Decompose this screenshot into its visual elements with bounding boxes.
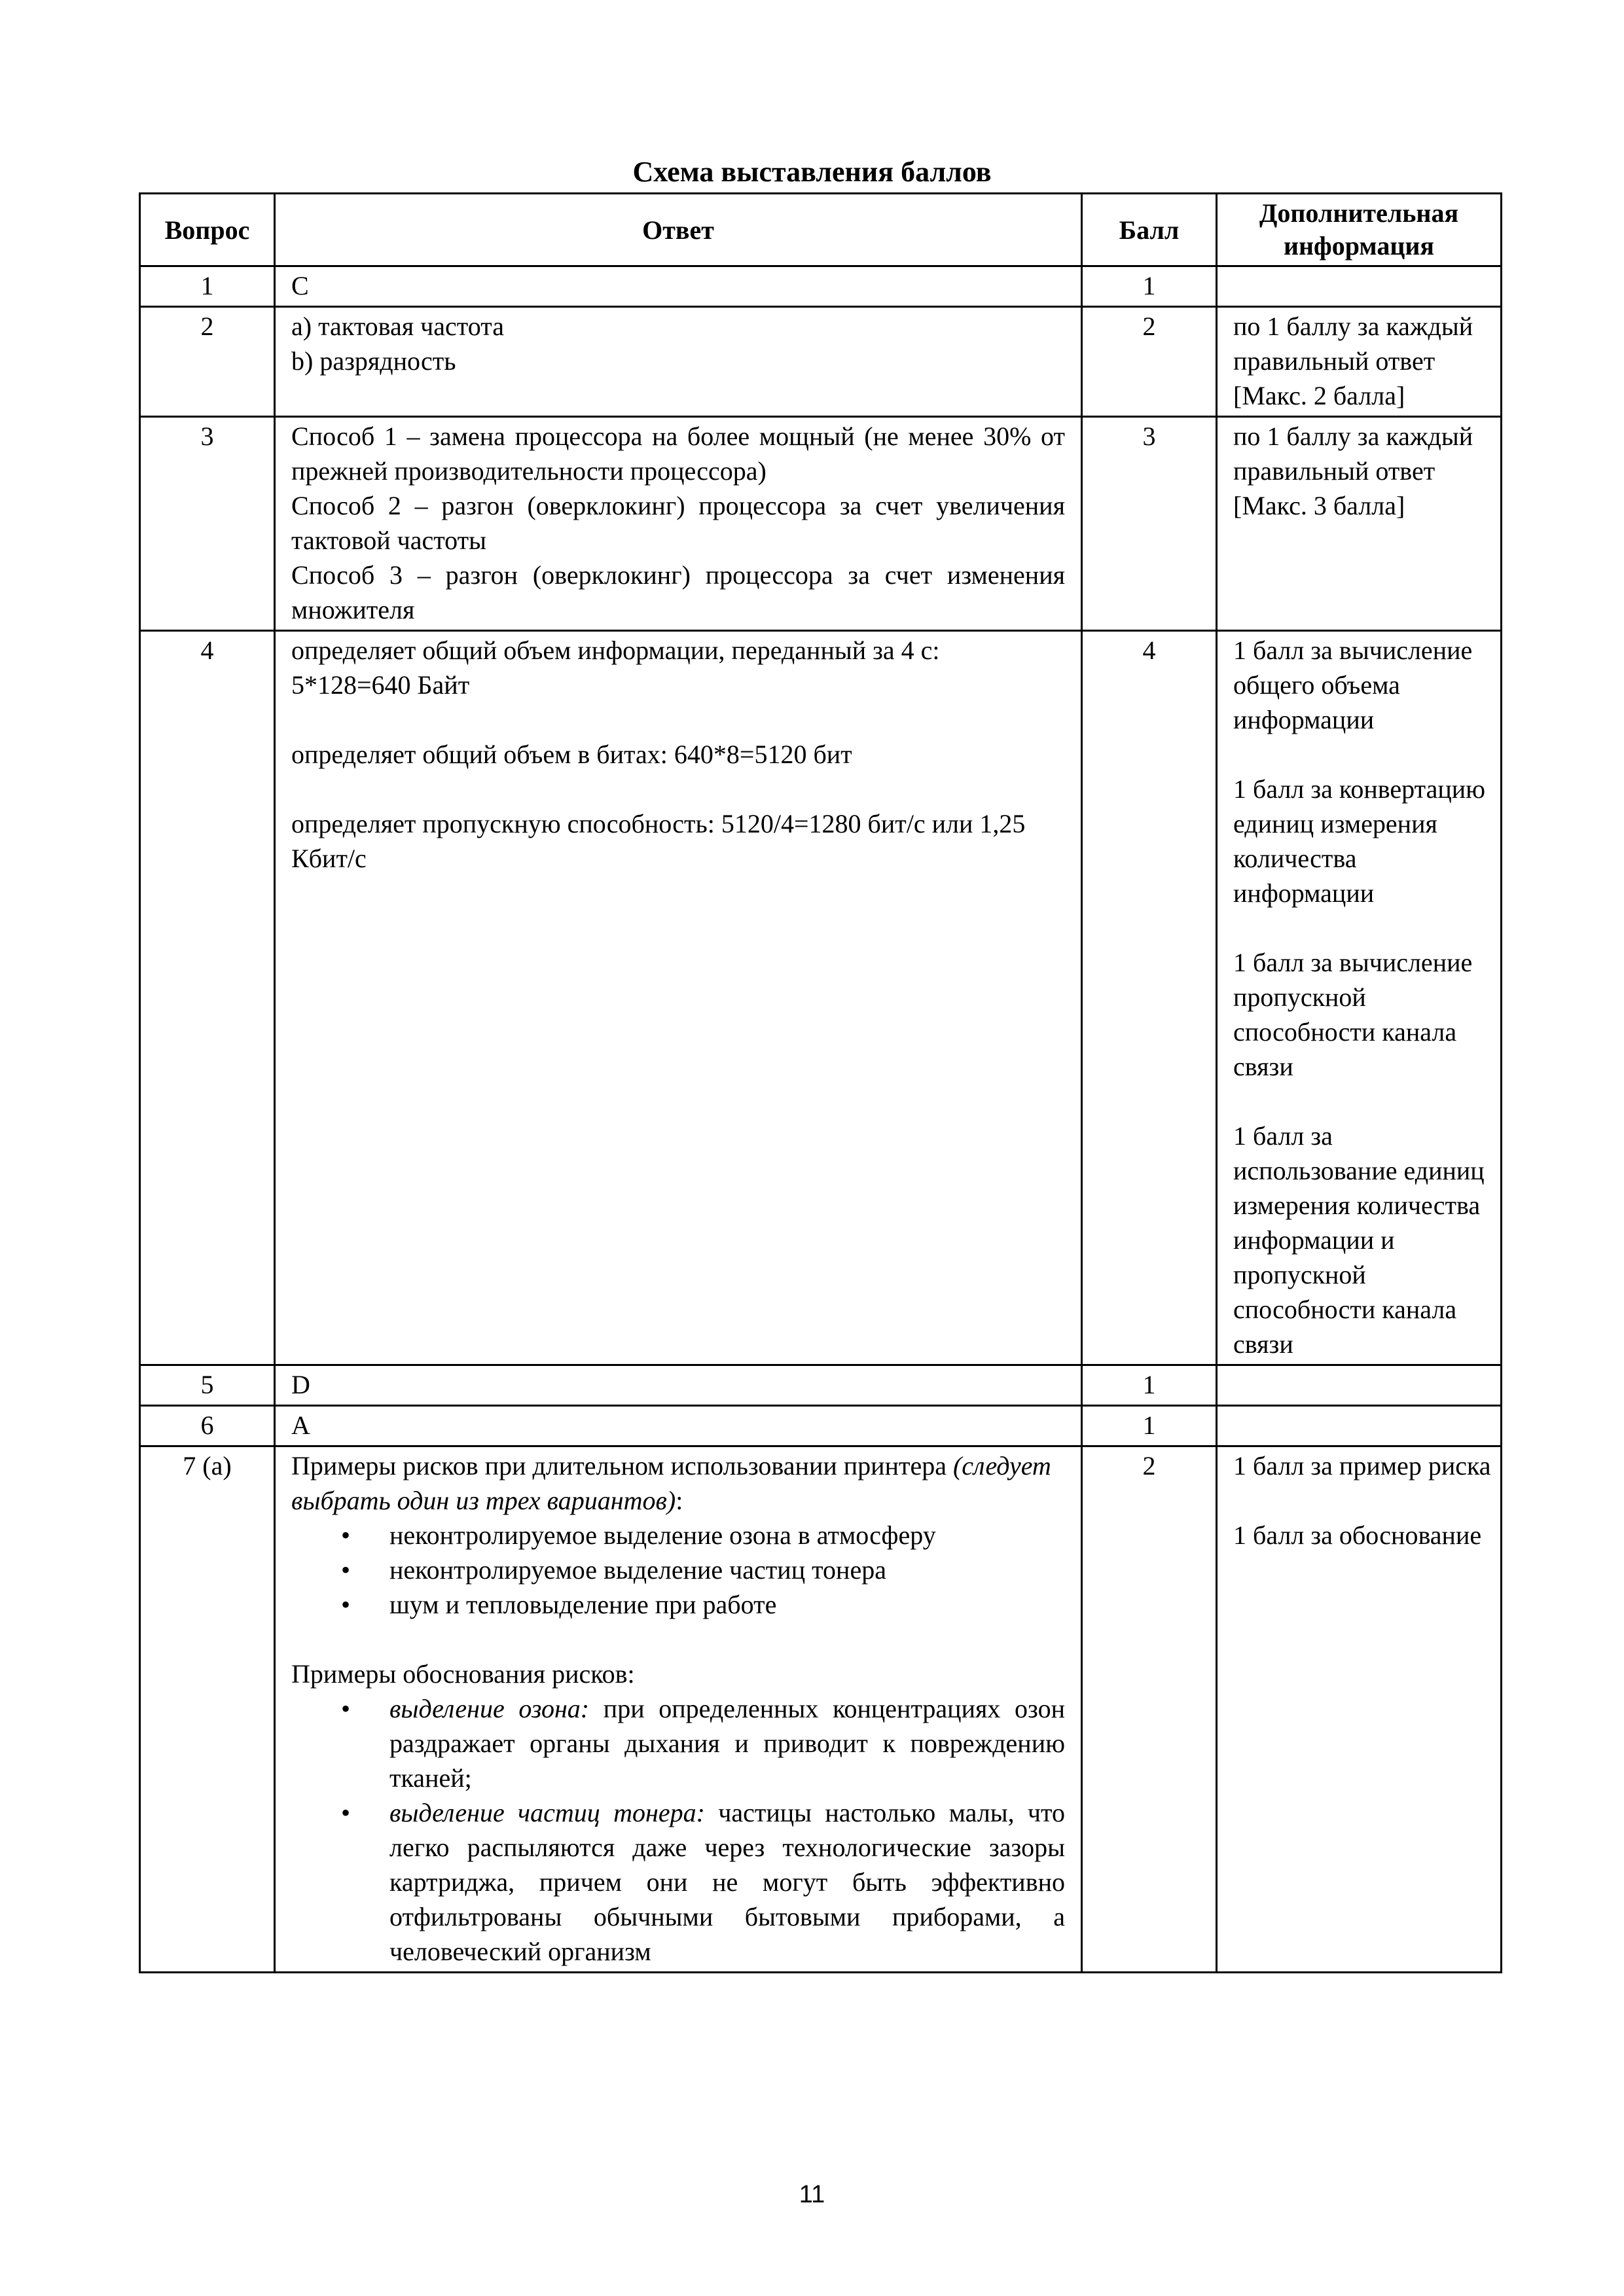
justification-list [291, 1691, 1065, 1969]
answer-cell [275, 631, 1082, 1365]
risk-list [291, 1518, 1065, 1622]
header-row [140, 194, 1502, 266]
table-row [140, 631, 1502, 1365]
header-info-line1: Дополнительная [1259, 198, 1459, 228]
header-mark: Балл [1082, 194, 1217, 266]
answer-line: определяет общий объем в битах: 640*8=5120 бит [291, 740, 852, 769]
info-line: 1 балл за вычисление общего объема информации [1233, 636, 1473, 734]
mark-cell: 1 [1082, 1406, 1217, 1446]
header-info-line2: информация [1283, 231, 1435, 260]
answer-line: определяет общий объем информации, переданный за 4 с: 5*128=640 Байт [291, 636, 940, 700]
table-row [140, 266, 1502, 307]
page-number: 11 [799, 2181, 825, 2208]
table-row [140, 417, 1502, 631]
mark-cell: 3 [1082, 417, 1217, 631]
justification-title: Примеры обоснования рисков: [291, 1659, 635, 1689]
answer-line: Способ 1 – замена процессора на более мощный (не менее 30% от прежней производительности процессора) [291, 422, 1065, 486]
answer-cell [275, 1446, 1082, 1973]
header-question: Вопрос [140, 194, 275, 266]
marking-scheme-table [139, 192, 1502, 1973]
question-number: 6 [140, 1406, 275, 1446]
table-row [140, 307, 1502, 417]
table-row [140, 1365, 1502, 1406]
answer-line: b) разрядность [291, 346, 456, 376]
mark-cell: 1 [1082, 1365, 1217, 1406]
answer-cell: D [275, 1365, 1082, 1406]
table-row [140, 1406, 1502, 1446]
info-line: 1 балл за конвертацию единиц измерения количества информации [1233, 774, 1486, 908]
answer-line: определяет пропускную способность: 5120/4=1280 бит/с или 1,25 Кбит/с [291, 809, 1026, 873]
answer-intro: Примеры рисков при длительном использовании принтера (следует выбрать один из трех вариантов): [291, 1451, 1051, 1515]
answer-cell [275, 417, 1082, 631]
question-number: 1 [140, 266, 275, 307]
answer-cell: A [275, 1406, 1082, 1446]
mark-cell: 4 [1082, 631, 1217, 1365]
info-line: 1 балл за пример риска [1233, 1451, 1491, 1480]
list-item: • неконтролируемое выделение частиц тонера [389, 1552, 1065, 1587]
header-info [1217, 194, 1502, 266]
question-number: 5 [140, 1365, 275, 1406]
info-cell [1217, 1406, 1502, 1446]
info-cell [1217, 266, 1502, 307]
info-cell: по 1 баллу за каждый правильный ответ [Макс. 2 балла] [1217, 307, 1502, 417]
mark-cell: 2 [1082, 307, 1217, 417]
mark-cell: 1 [1082, 266, 1217, 307]
info-line: 1 балл за использование единиц измерения количества информации и пропускной способности канала связи [1233, 1121, 1485, 1359]
list-item: • неконтролируемое выделение озона в атмосферу [389, 1518, 1065, 1552]
info-cell [1217, 1365, 1502, 1406]
info-cell: по 1 баллу за каждый правильный ответ [Макс. 3 балла] [1217, 417, 1502, 631]
answer-cell [275, 307, 1082, 417]
question-number: 3 [140, 417, 275, 631]
mark-cell: 2 [1082, 1446, 1217, 1973]
header-answer: Ответ [275, 194, 1082, 266]
answer-line: Способ 3 – разгон (оверклокинг) процессора за счет изменения множителя [291, 560, 1065, 624]
question-number: 2 [140, 307, 275, 417]
info-cell [1217, 631, 1502, 1365]
info-line: 1 балл за обоснование [1233, 1520, 1482, 1550]
answer-cell: C [275, 266, 1082, 307]
answer-line: a) тактовая частота [291, 312, 504, 341]
list-item: • выделение частиц тонера: частицы настолько малы, что легко распыляются даже через технологические зазоры картриджа, причем они не могут быть эффективно отфильтрованы обычными бытовыми приборами, а человеческий организм [389, 1795, 1065, 1969]
list-item: • шум и тепловыделение при работе [389, 1587, 1065, 1622]
question-number: 7 (a) [140, 1446, 275, 1973]
answer-line: Способ 2 – разгон (оверклокинг) процессора за счет увеличения тактовой частоты [291, 491, 1065, 555]
info-cell [1217, 1446, 1502, 1973]
list-item: • выделение озона: при определенных концентрациях озон раздражает органы дыхания и приводит к повреждению тканей; [389, 1691, 1065, 1795]
page-title: Схема выставления баллов [632, 156, 992, 188]
table-row [140, 1446, 1502, 1973]
info-line: 1 балл за вычисление пропускной способности канала связи [1233, 948, 1473, 1081]
question-number: 4 [140, 631, 275, 1365]
